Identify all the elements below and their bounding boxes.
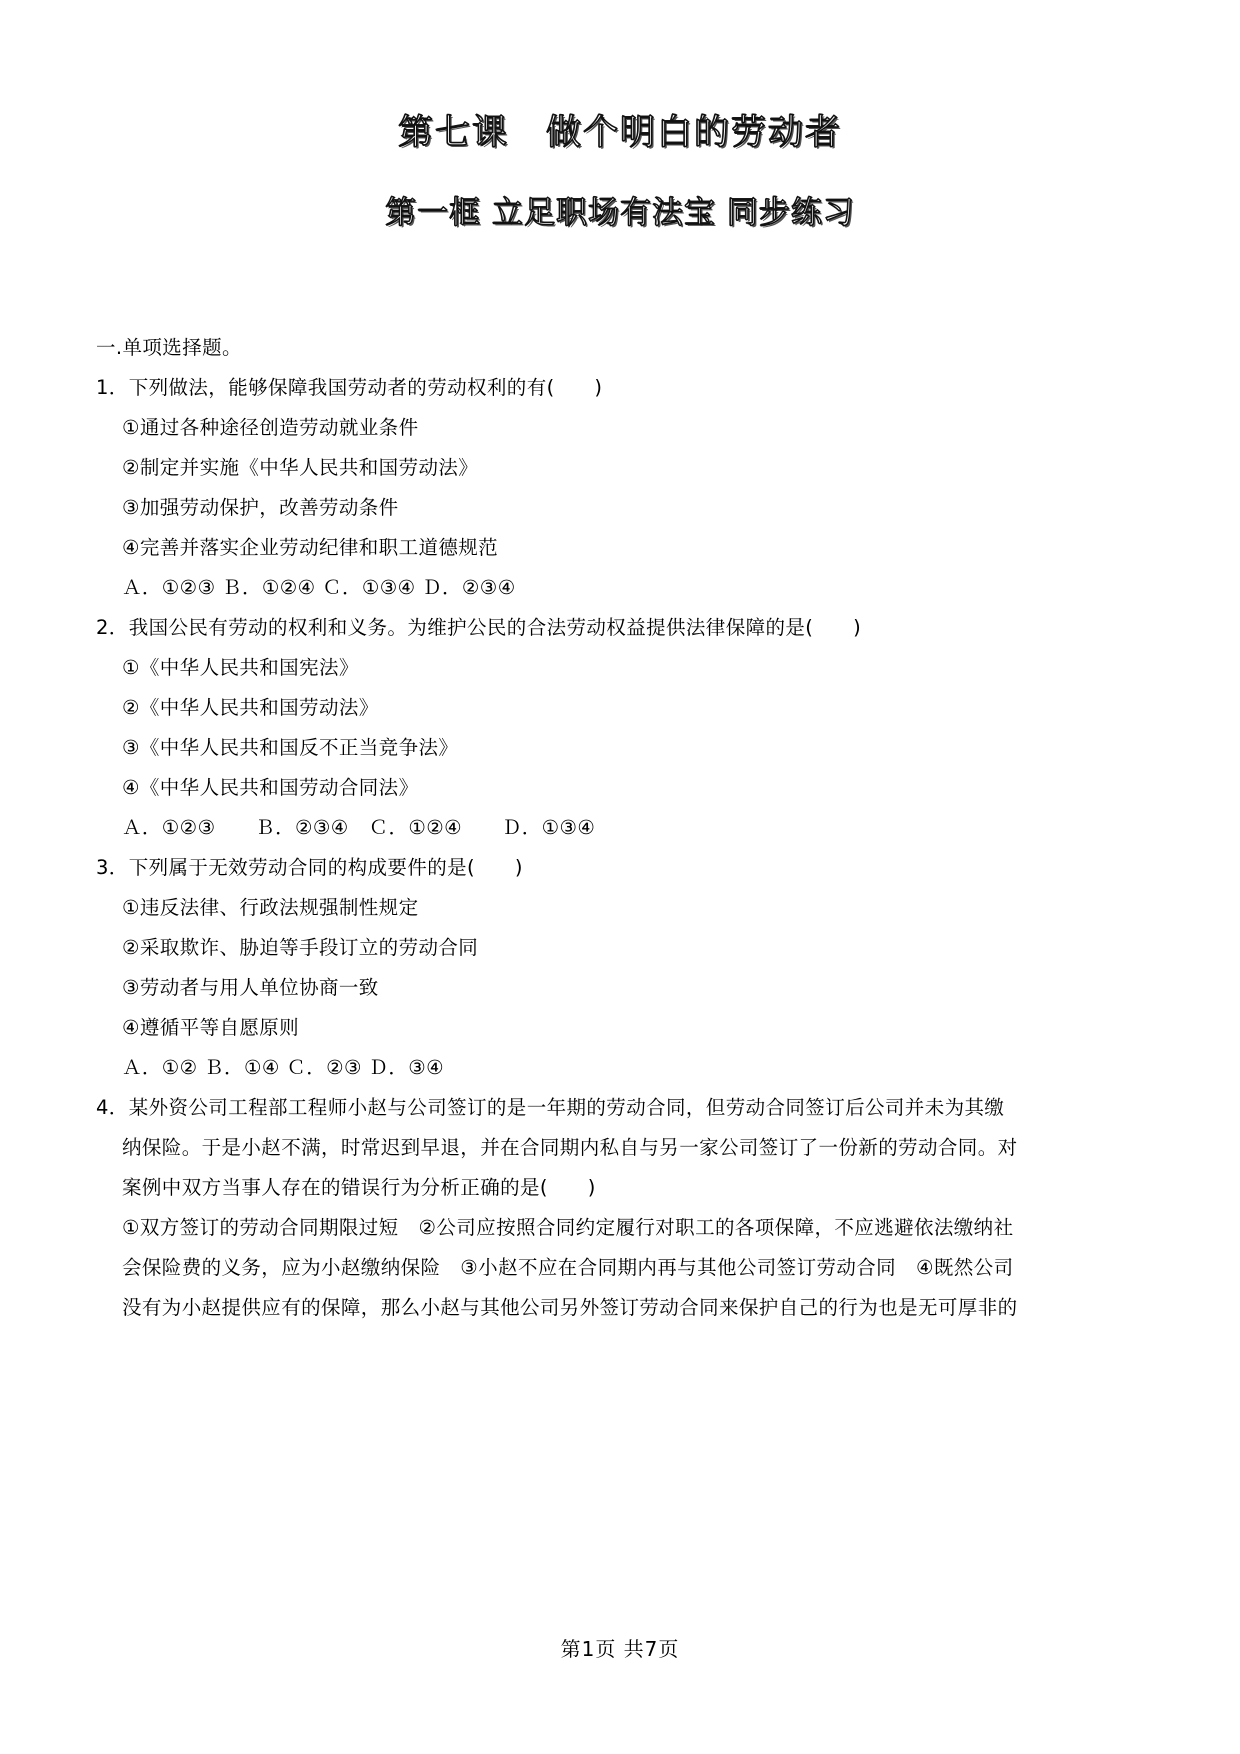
document-body — [0, 328, 1240, 1328]
question-option: ④遵循平等自愿原则 — [122, 1015, 300, 1039]
question-option: ①违反法律、行政法规强制性规定 — [122, 895, 419, 919]
question-choices: Ａ．①②③ Ｂ．②③④ Ｃ．①②④ Ｄ．①③④ — [122, 815, 596, 839]
question-1 — [96, 368, 1144, 608]
page-footer: 第1页 共7页 — [560, 1637, 680, 1661]
question-option: ④《中华人民共和国劳动合同法》 — [122, 775, 419, 799]
question-stem-continued: 纳保险。于是小赵不满，时常迟到早退，并在合同期内私自与另一家公司签订了一份新的劳动合同。对 — [122, 1135, 1018, 1159]
question-stem-continued: 案例中双方当事人存在的错误行为分析正确的是( ) — [122, 1175, 596, 1199]
question-option: ①通过各种途径创造劳动就业条件 — [122, 415, 419, 439]
page-subtitle: 第一框 立足职场有法宝 同步练习 — [385, 194, 855, 231]
question-option: ③《中华人民共和国反不正当竞争法》 — [122, 735, 459, 759]
question-stem: 2．我国公民有劳动的权利和义务。为维护公民的合法劳动权益提供法律保障的是( ) — [96, 615, 862, 639]
question-2 — [96, 608, 1144, 848]
question-option-continued: 没有为小赵提供应有的保障，那么小赵与其他公司另外签订劳动合同来保护自己的行为也是无可厚非的 — [122, 1295, 1018, 1319]
question-option: ①《中华人民共和国宪法》 — [122, 655, 359, 679]
question-option-continued: 会保险费的义务，应为小赵缴纳保险 ③小赵不应在合同期内再与其他公司签订劳动合同 ④既然公司 — [122, 1255, 1014, 1279]
question-4 — [96, 1088, 1144, 1328]
question-option: ②《中华人民共和国劳动法》 — [122, 695, 379, 719]
question-option: ②制定并实施《中华人民共和国劳动法》 — [122, 455, 479, 479]
question-option: ④完善并落实企业劳动纪律和职工道德规范 — [122, 535, 499, 559]
question-choices: Ａ．①② Ｂ．①④ Ｃ．②③ Ｄ．③④ — [122, 1055, 445, 1079]
question-stem: 3．下列属于无效劳动合同的构成要件的是( ) — [96, 855, 523, 879]
title-block — [0, 0, 1240, 233]
question-option: ②采取欺诈、胁迫等手段订立的劳动合同 — [122, 935, 479, 959]
question-option: ③加强劳动保护，改善劳动条件 — [122, 495, 399, 519]
section-heading: 一.单项选择题。 — [96, 335, 242, 359]
question-stem: 4．某外资公司工程部工程师小赵与公司签订的是一年期的劳动合同，但劳动合同签订后公司并未为其缴 — [96, 1095, 1005, 1119]
question-choices: Ａ．①②③ Ｂ．①②④ Ｃ．①③④ Ｄ．②③④ — [122, 575, 516, 599]
page-title: 第七课 做个明白的劳动者 — [397, 113, 842, 153]
question-option: ③劳动者与用人单位协商一致 — [122, 975, 379, 999]
question-3 — [96, 848, 1144, 1088]
question-stem: 1．下列做法，能够保障我国劳动者的劳动权利的有( ) — [96, 375, 603, 399]
question-option: ①双方签订的劳动合同期限过短 ②公司应按照合同约定履行对职工的各项保障，不应逃避依法缴纳社 — [122, 1215, 1014, 1239]
